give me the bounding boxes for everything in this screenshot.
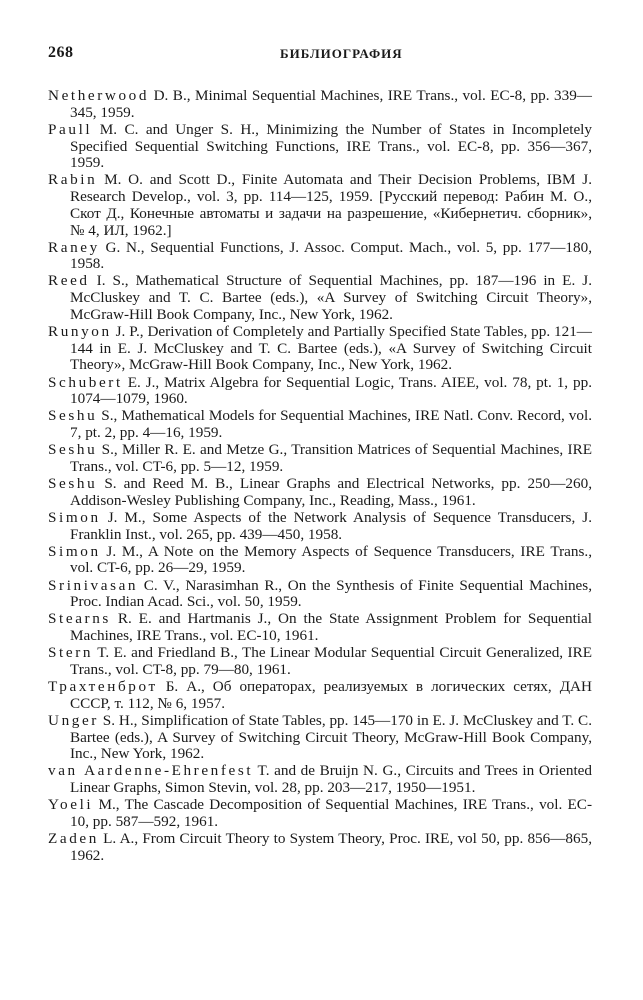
bibliography-entry (48, 578, 592, 611)
entry-text: E. J., Matrix Algebra for Sequential Logic, Trans. AIEE, vol. 78, pt. 1, pp. 1074—1079, 1960. (70, 373, 592, 408)
bibliography-entry (48, 611, 592, 644)
entry-text: J. P., Derivation of Completely and Partially Specified State Tables, pp. 121—144 in E. J. McCluskey and T. C. Bartee (eds.), «A Survey of Switching Circuit Theory», McGraw-Hill Book Company, Inc., New York, 1962. (70, 323, 592, 374)
bibliography-entry (48, 679, 592, 712)
entry-author: Paull (48, 120, 93, 138)
entry-text: R. E. and Hartmanis J., On the State Assignment Problem for Sequential Machines, IRE Trans., vol. EC-10, 1961. (70, 610, 592, 645)
bibliography-entry (48, 324, 592, 374)
bibliography-entry (48, 172, 592, 239)
entry-author: Stern (48, 644, 94, 662)
bibliography-entry (48, 88, 592, 121)
running-head: БИБЛИОГРАФИЯ (280, 46, 403, 61)
bibliography-entry (48, 645, 592, 678)
bibliography-entry (48, 375, 592, 408)
entry-text: I. S., Mathematical Structure of Sequential Machines, pp. 187—196 in E. J. McCluskey and T. C. Bartee (eds.), «A Survey of Switching Circuit Theory», McGraw-Hill Book Company, Inc., New York, 1962. (70, 272, 592, 323)
bibliography-entry (48, 273, 592, 323)
entry-author: Simon (48, 542, 101, 560)
bibliography-entry (48, 476, 592, 509)
entry-author: van Aardenne-Ehrenfest (48, 762, 254, 780)
entry-author: Reed (48, 272, 90, 290)
entry-author: Seshu (48, 441, 98, 459)
entry-text: S., Miller R. E. and Metze G., Transition Matrices of Sequential Machines, IRE Trans., vol. CT-6, pp. 5—12, 1959. (70, 441, 592, 475)
entry-text: G. N., Sequential Functions, J. Assoc. Comput. Mach., vol. 5, pp. 177—180, 1958. (70, 238, 592, 273)
entry-author: Simon (48, 508, 101, 526)
entry-text: M. C. and Unger S. H., Minimizing the Number of States in Incompletely Specified Sequential Switching Functions, IRE Trans., vol. EC-8, pp. 356—367, 1959. (70, 120, 592, 172)
entry-author: Srinivasan (48, 576, 139, 594)
entry-text: T. and de Bruijn N. G., Circuits and Trees in Oriented Linear Graphs, Simon Stevin, vol. 28, pp. 203—217, 1950—1951. (70, 762, 592, 797)
entry-text: S., Mathematical Models for Sequential Machines, IRE Natl. Conv. Record, vol. 7, pt. 2, pp. 4—16, 1959. (70, 407, 592, 442)
entry-text: Б. А., Об операторах, реализуемых в логических сетях, ДАН СССР, т. 112, № 6, 1957. (70, 678, 592, 712)
bibliography-entry (48, 544, 592, 577)
entry-author: Seshu (48, 475, 98, 493)
page-header (48, 44, 593, 66)
entry-text: J. M., Some Aspects of the Network Analysis of Sequence Transducers, J. Franklin Inst., vol. 265, pp. 439—450, 1958. (70, 508, 592, 543)
bibliography-entry (48, 763, 592, 796)
entry-text: S. H., Simplification of State Tables, pp. 145—170 in E. J. McCluskey and T. C. Bartee (eds.), A Survey of Switching Circuit Theory, McGraw-Hill Book Company, Inc., New York, 1962. (70, 711, 592, 763)
entry-author: Трахтенброт (48, 678, 158, 696)
entry-author: Seshu (48, 407, 98, 425)
entry-text: S. and Reed M. B., Linear Graphs and Electrical Networks, pp. 250—260, Addison-Wesley Publishing Company, Inc., Reading, Mass., 1961. (70, 475, 592, 509)
entry-author: Stearns (48, 610, 111, 628)
bibliography-entry (48, 713, 592, 763)
bibliography-entry (48, 510, 592, 543)
entry-author: Unger (48, 711, 99, 729)
bibliography-entry (48, 122, 592, 172)
bibliography-entry (48, 408, 592, 441)
entry-author: Rabin (48, 171, 98, 189)
entry-text: T. E. and Friedland B., The Linear Modular Sequential Circuit Generalized, IRE Trans., vol. CT-8, pp. 79—80, 1961. (70, 644, 592, 678)
entry-author: Yoeli (48, 796, 94, 814)
entry-author: Runyon (48, 323, 112, 341)
entry-text: M. O. and Scott D., Finite Automata and Their Decision Problems, IBM J. Research Develop., vol. 3, pp. 114—125, 1959. [Русский перевод: Рабин М. О., Скот Д., Конечные автоматы и задачи на разрешение, «Кибернетич. сборник», № 4, ИЛ, 1962.] (70, 171, 592, 239)
entry-text: D. B., Minimal Sequential Machines, IRE Trans., vol. EC-8, pp. 339—345, 1959. (70, 87, 592, 121)
entry-author: Zaden (48, 830, 99, 848)
entry-text: J. M., A Note on the Memory Aspects of Sequence Transducers, IRE Trans., vol. CT-6, pp. 26—29, 1959. (70, 542, 592, 577)
bibliography-entry (48, 240, 592, 273)
page-number: 268 (48, 44, 74, 61)
entry-author: Schubert (48, 373, 123, 391)
entry-author: Raney (48, 238, 100, 256)
entry-text: L. A., From Circuit Theory to System Theory, Proc. IRE, vol 50, pp. 856—865, 1962. (70, 830, 592, 864)
bibliography-entry (48, 831, 592, 864)
bibliography-entry (48, 797, 592, 830)
bibliography-entry (48, 442, 592, 475)
entry-text: C. V., Narasimhan R., On the Synthesis of Finite Sequential Machines, Proc. Indian Acad. Sci., vol. 50, 1959. (70, 576, 592, 611)
bibliography-list (48, 88, 592, 865)
entry-author: Netherwood (48, 87, 150, 104)
entry-text: M., The Cascade Decomposition of Sequential Machines, IRE Trans., vol. EC-10, pp. 587—592, 1961. (70, 796, 592, 830)
